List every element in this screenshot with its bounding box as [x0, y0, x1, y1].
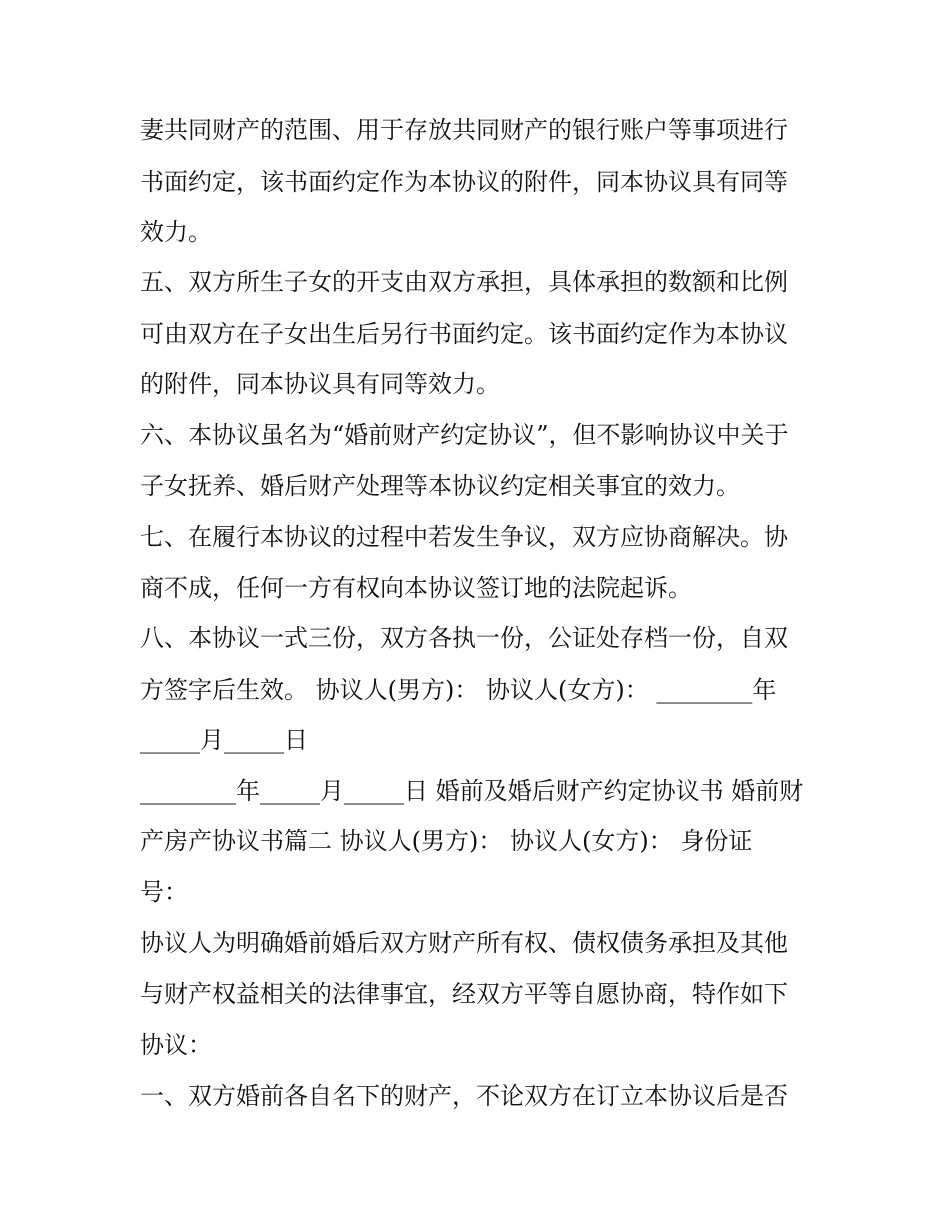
text-line: 协议人为明确婚前婚后双方财产所有权、债权债务承担及其他: [140, 929, 788, 957]
text-line: 书面约定，该书面约定作为本协议的附件，同本协议具有同等: [140, 168, 788, 196]
text-line: 效力。: [140, 218, 212, 246]
text-line: 商不成，任何一方有权向本协议签订地的法院起诉。: [140, 574, 692, 602]
text-line: 子女抚养、婚后财产处理等本协议约定相关事宜的效力。: [140, 472, 740, 500]
text-line: 妻共同财产的范围、用于存放共同财产的银行账户等事项进行: [140, 116, 788, 144]
text-line: 五、双方所生子女的开支由双方承担，具体承担的数额和比例: [140, 268, 788, 296]
text-line: 七、在履行本协议的过程中若发生争议，双方应协商解决。协: [140, 523, 788, 551]
text-line: 与财产权益相关的法律事宜，经双方平等自愿协商，特作如下: [140, 980, 788, 1008]
text-line: 号：: [140, 878, 188, 906]
text-line: 六、本协议虽名为“婚前财产约定协议”，但不影响协议中关于: [140, 421, 789, 449]
text-line: _____月_____日: [140, 726, 308, 754]
text-line: 可由双方在子女出生后另行书面约定。该书面约定作为本协议: [140, 320, 788, 348]
text-line: 八、本协议一式三份，双方各执一份，公证处存档一份，自双: [140, 624, 788, 652]
text-line: ________年_____月_____日 婚前及婚后财产约定协议书 婚前财: [140, 777, 804, 805]
text-line: 产房产协议书篇二 协议人(男方)： 协议人(女方)： 身份证: [140, 827, 753, 855]
text-line: 方签字后生效。 协议人(男方)： 协议人(女方)： ________年: [140, 676, 777, 704]
text-line: 的附件，同本协议具有同等效力。: [140, 370, 500, 398]
text-line: 协议：: [140, 1031, 212, 1059]
text-line: 一、双方婚前各自名下的财产，不论双方在订立本协议后是否: [140, 1082, 788, 1110]
